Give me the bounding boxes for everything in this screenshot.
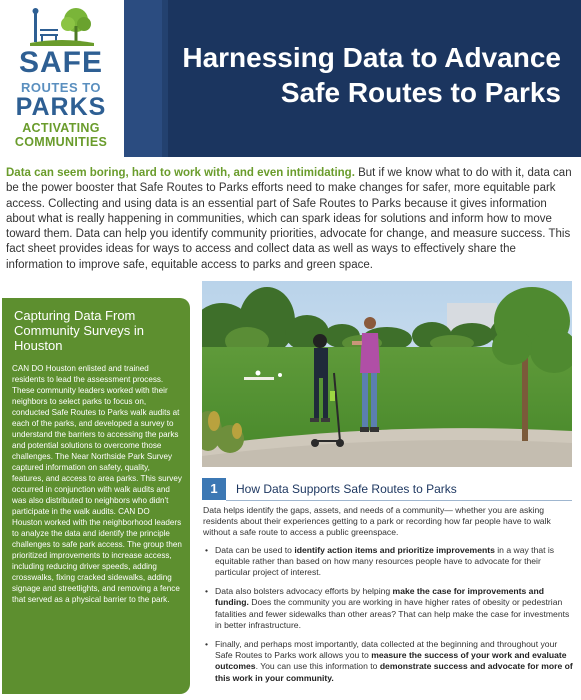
logo-word-routes-to: ROUTES TO — [20, 80, 102, 95]
page-title — [161, 40, 561, 110]
logo-word-communities: COMMUNITIES — [14, 135, 108, 149]
benefits-list — [203, 545, 573, 684]
bullet-text-bold: measure the success of your work and evaluate outcomes — [215, 650, 567, 672]
sidebar-body: CAN DO Houston enlisted and trained residents to lead the assessment process. These community leaders worked with their neighbors to select parks to focus on, conducted Safe Routes to Parks walk audits at each of the parks, and developed a survey to understand the barriers to accessing the parks and potential solutions to overcome those challenges. The Near Northside Park Survey captured information on safety, quality, features, and access to area parks. This survey occurred in conjunction with walk audits and was also distributed to neighbors who didn't participate in the walk audits. CAN DO Houston worked with the neighborhood leaders to analyze the data and identify the principle challenges to safe park access. The group then prioritized improvements to increase access, including reducing driver speeds, adding crosswalks, fixing cracked sidewalks, adding signage and streetlights, and removing a fence that served as a physical barrier to the park. — [12, 364, 182, 604]
page-title-line-2: Safe Routes to Parks — [280, 77, 561, 108]
bullet-icon: • — [205, 586, 209, 597]
list-item — [203, 586, 573, 631]
logo-word-safe: SAFE — [18, 46, 103, 79]
park-scene-image — [202, 281, 572, 467]
title-banner — [124, 0, 581, 157]
banner-stripe — [124, 0, 162, 157]
park-photo — [202, 281, 572, 467]
bullet-icon: • — [205, 639, 209, 650]
bullet-text-bold-2: demonstrate success and advocate for more of this work in your community. — [215, 661, 573, 683]
bullet-text-post: Does the community you are working in have higher rates of obesity or pedestrian fatalities and fewer sidewalks than other areas? That can help make the case for investments in better infrastructure. — [215, 597, 570, 630]
bullet-text-pre: Data can be used to — [215, 544, 295, 555]
section-intro: Data helps identify the gaps, assets, and needs of a community— whether you are asking residents about their experiences getting to a park or recording how far people have to walk without a safe route to access a public greenspace. — [203, 505, 551, 538]
park-illustration-icon — [30, 6, 94, 46]
sidebar-title: Capturing Data From Community Surveys in Houston — [14, 308, 145, 353]
list-item — [203, 639, 573, 684]
section-title: How Data Supports Safe Routes to Parks — [236, 482, 457, 496]
section-divider — [226, 500, 572, 501]
section-number-badge: 1 — [202, 478, 226, 500]
bullet-text-pre: Data also bolsters advocacy efforts by helping — [215, 586, 393, 597]
intro-paragraph — [6, 166, 573, 273]
list-item — [203, 545, 573, 579]
safe-routes-to-parks-logo — [0, 0, 122, 157]
page-title-line-1: Harnessing Data to Advance — [182, 42, 561, 73]
bullet-text-post: in a way that is equitable rather than based on how many resources people have to advocate for their particular project of interest. — [215, 544, 555, 578]
bullet-text-bold: make the case for improvements and funding. — [215, 586, 544, 608]
bullet-icon: • — [205, 544, 209, 555]
bullet-text-pre: Finally, and perhaps most importantly, data collected at the beginning and throughout your Safe Routes to Parks work allows you to — [215, 639, 558, 661]
bullet-text-bold: identify action items and prioritize improvements — [294, 544, 495, 555]
logo-word-parks: PARKS — [15, 93, 107, 121]
logo-word-activating: ACTIVATING — [22, 121, 100, 135]
intro-body: But if we know what to do with it, data can be the power booster that Safe Routes to Parks efforts need to make changes for safer, more equitable park access. Collecting and using data is an essential part of Safe Routes to Parks because it gives information about what is really happening in communities, which can spark ideas for solutions and inform how to move toward them. Data can help you identify community priorities, advocate for change, and measure success. This fact sheet provides ideas for ways to access and collect data as well as ways to effectively share the information to improve safe, equitable access to parks and green space. — [6, 167, 572, 271]
section-body — [203, 505, 573, 692]
houston-case-study-sidebar — [2, 298, 190, 694]
section-header — [202, 474, 572, 502]
intro-lead: Data can seem boring, hard to work with, and even intimidating. — [6, 167, 355, 179]
bullet-text-post: . You can use this information to — [255, 661, 380, 672]
